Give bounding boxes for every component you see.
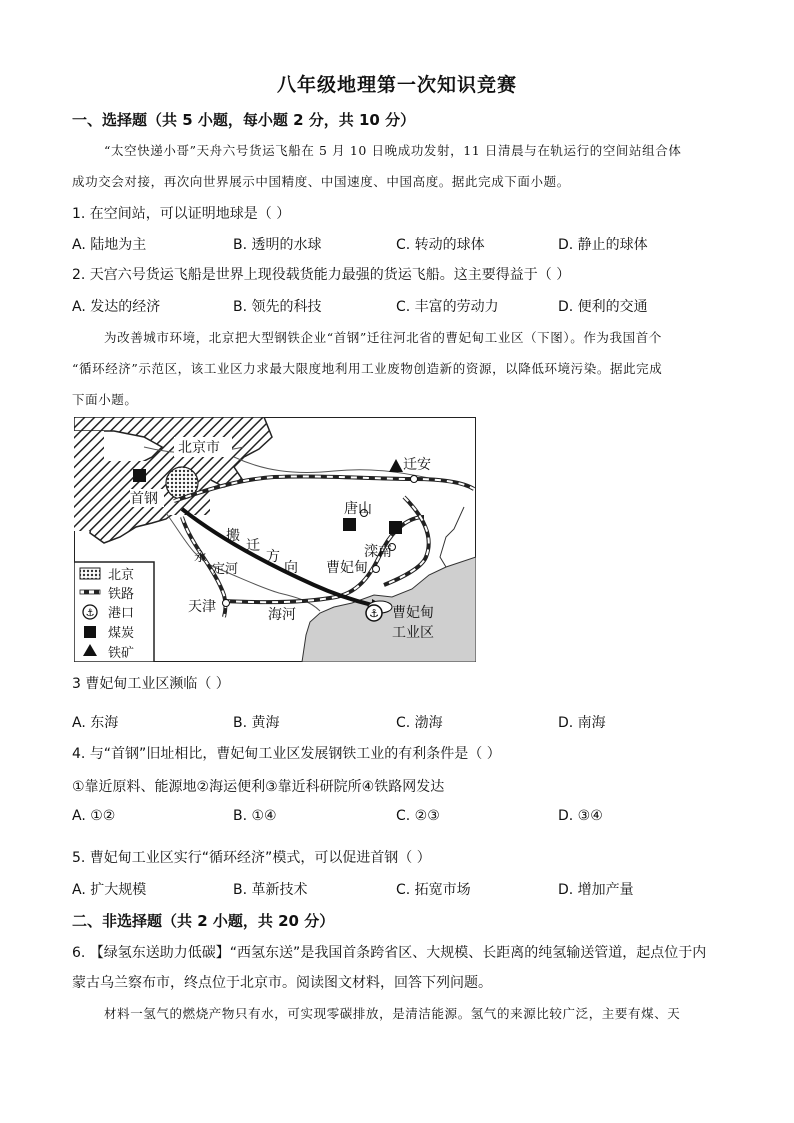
q3-option-a[interactable]: A. 东海: [72, 715, 119, 731]
label-caofeidian: 曹妃甸: [326, 559, 368, 575]
label-move-4: 向: [284, 559, 298, 575]
q4-option-d[interactable]: D. ③④: [558, 808, 603, 824]
label-caofeidian-zone-1: 曹妃甸: [392, 604, 434, 620]
question-1-stem: 1. 在空间站，可以证明地球是（ ）: [72, 206, 291, 222]
label-yongding-1: 永: [194, 549, 208, 564]
label-haihe: 海河: [268, 606, 296, 622]
q4-option-c[interactable]: C. ②③: [396, 808, 440, 824]
question-5-stem: 5. 曹妃甸工业区实行“循环经济”模式，可以促进首钢（ ）: [72, 850, 431, 866]
q5-option-a[interactable]: A. 扩大规模: [72, 882, 147, 898]
section-heading-choice: 一、选择题（共 5 小题，每小题 2 分，共 10 分）: [72, 111, 416, 129]
label-move-3: 方: [266, 548, 280, 564]
coal-marker-luannan: [389, 521, 402, 534]
map-legend: [74, 562, 154, 662]
q5-option-b[interactable]: B. 革新技术: [233, 882, 308, 898]
material-paragraph-line: 为改善城市环境，北京把大型钢铁企业“首钢”迁往河北省的曹妃甸工业区（下图）。作为我国首个: [104, 330, 662, 345]
tianjin-point: [223, 600, 230, 607]
legend-beijing: 北京: [108, 567, 135, 582]
q1-option-d[interactable]: D. 静止的球体: [558, 237, 648, 253]
material-paragraph-line: 下面小题。: [72, 392, 138, 407]
question-4-statements: ①靠近原料、能源地②海运便利③靠近科研院所④铁路网发达: [72, 779, 445, 795]
q5-option-d[interactable]: D. 增加产量: [558, 882, 634, 898]
tangshan-north-point: [411, 476, 418, 483]
question-3-stem: 3 曹妃甸工业区濒临（ ）: [72, 676, 230, 692]
legend-railway-swatch: [80, 590, 100, 594]
q2-option-c[interactable]: C. 丰富的劳动力: [396, 299, 499, 315]
q1-option-a[interactable]: A. 陆地为主: [72, 237, 147, 253]
label-shougang: 首钢: [130, 490, 158, 506]
q3-option-d[interactable]: D. 南海: [558, 715, 606, 731]
caofeidian-map: [74, 417, 476, 662]
q4-option-a[interactable]: A. ①②: [72, 808, 116, 824]
legend-railway: 铁路: [108, 586, 135, 601]
label-move-2: 迁: [246, 537, 260, 553]
question-6-line: 6. 【绿氢东送助力低碳】“西氢东送”是我国首条跨省区、大规模、长距离的纯氢输送管道，起点位于内: [72, 945, 707, 961]
caofeidian-town-point: [373, 566, 380, 573]
section-heading-nonchoice: 二、非选择题（共 2 小题，共 20 分）: [72, 912, 335, 930]
material-paragraph-line: 成功交会对接，再次向世界展示中国精度、中国速度、中国高度。据此完成下面小题。: [72, 174, 570, 189]
q2-option-a[interactable]: A. 发达的经济: [72, 299, 161, 315]
legend-coal-icon: [84, 626, 96, 638]
material-paragraph-line: “太空快递小哥”天舟六号货运飞船在 5 月 10 日晚成功发射，11 日清晨与在轨运行的空间站组合体: [104, 143, 682, 158]
port-marker: [366, 605, 382, 621]
q2-option-b[interactable]: B. 领先的科技: [233, 299, 322, 315]
label-tianjin: 天津: [188, 598, 216, 614]
material-paragraph-line: “循环经济”示范区，该工业区力求最大限度地利用工业废物创造新的资源，以降低环境污染。据此完成: [72, 361, 663, 376]
q5-option-c[interactable]: C. 拓宽市场: [396, 882, 471, 898]
legend-iron-ore: 铁矿: [108, 645, 135, 660]
label-tangshan: 唐山: [344, 500, 372, 516]
question-6-line: 蒙古乌兰察布市，终点位于北京市。阅读图文材料，回答下列问题。: [72, 975, 492, 991]
svg-text:⚓: ⚓: [85, 608, 95, 619]
label-qianan: 迁安: [403, 456, 431, 472]
legend-beijing-swatch: [80, 568, 100, 579]
q1-option-c[interactable]: C. 转动的球体: [396, 237, 485, 253]
label-beijing-city: 北京市: [178, 439, 220, 455]
page-title: 八年级地理第一次知识竞赛: [276, 74, 517, 96]
coal-marker-shougang: [133, 469, 146, 482]
legend-port: 港口: [108, 605, 135, 620]
question-4-stem: 4. 与“首钢”旧址相比，曹妃甸工业区发展钢铁工业的有利条件是（ ）: [72, 746, 501, 762]
coal-marker-tangshan: [343, 518, 356, 531]
q3-option-c[interactable]: C. 渤海: [396, 715, 443, 731]
material-paragraph-line: 材料一氢气的燃烧产物只有水，可实现零碳排放，是清洁能源。氢气的来源比较广泛，主要有煤、天: [104, 1006, 681, 1021]
label-yongding-2: 定河: [212, 561, 239, 576]
legend-coal: 煤炭: [108, 625, 135, 640]
label-move-1: 搬: [226, 527, 240, 543]
q1-option-b[interactable]: B. 透明的水球: [233, 237, 322, 253]
q3-option-b[interactable]: B. 黄海: [233, 715, 280, 731]
q2-option-d[interactable]: D. 便利的交通: [558, 299, 648, 315]
q4-option-b[interactable]: B. ①④: [233, 808, 277, 824]
label-luannan: 滦南: [364, 543, 392, 559]
label-caofeidian-zone-2: 工业区: [392, 624, 434, 640]
question-2-stem: 2. 天宫六号货运飞船是世界上现役载货能力最强的货运飞船。这主要得益于（ ）: [72, 267, 571, 283]
svg-text:⚓: ⚓: [369, 607, 379, 620]
